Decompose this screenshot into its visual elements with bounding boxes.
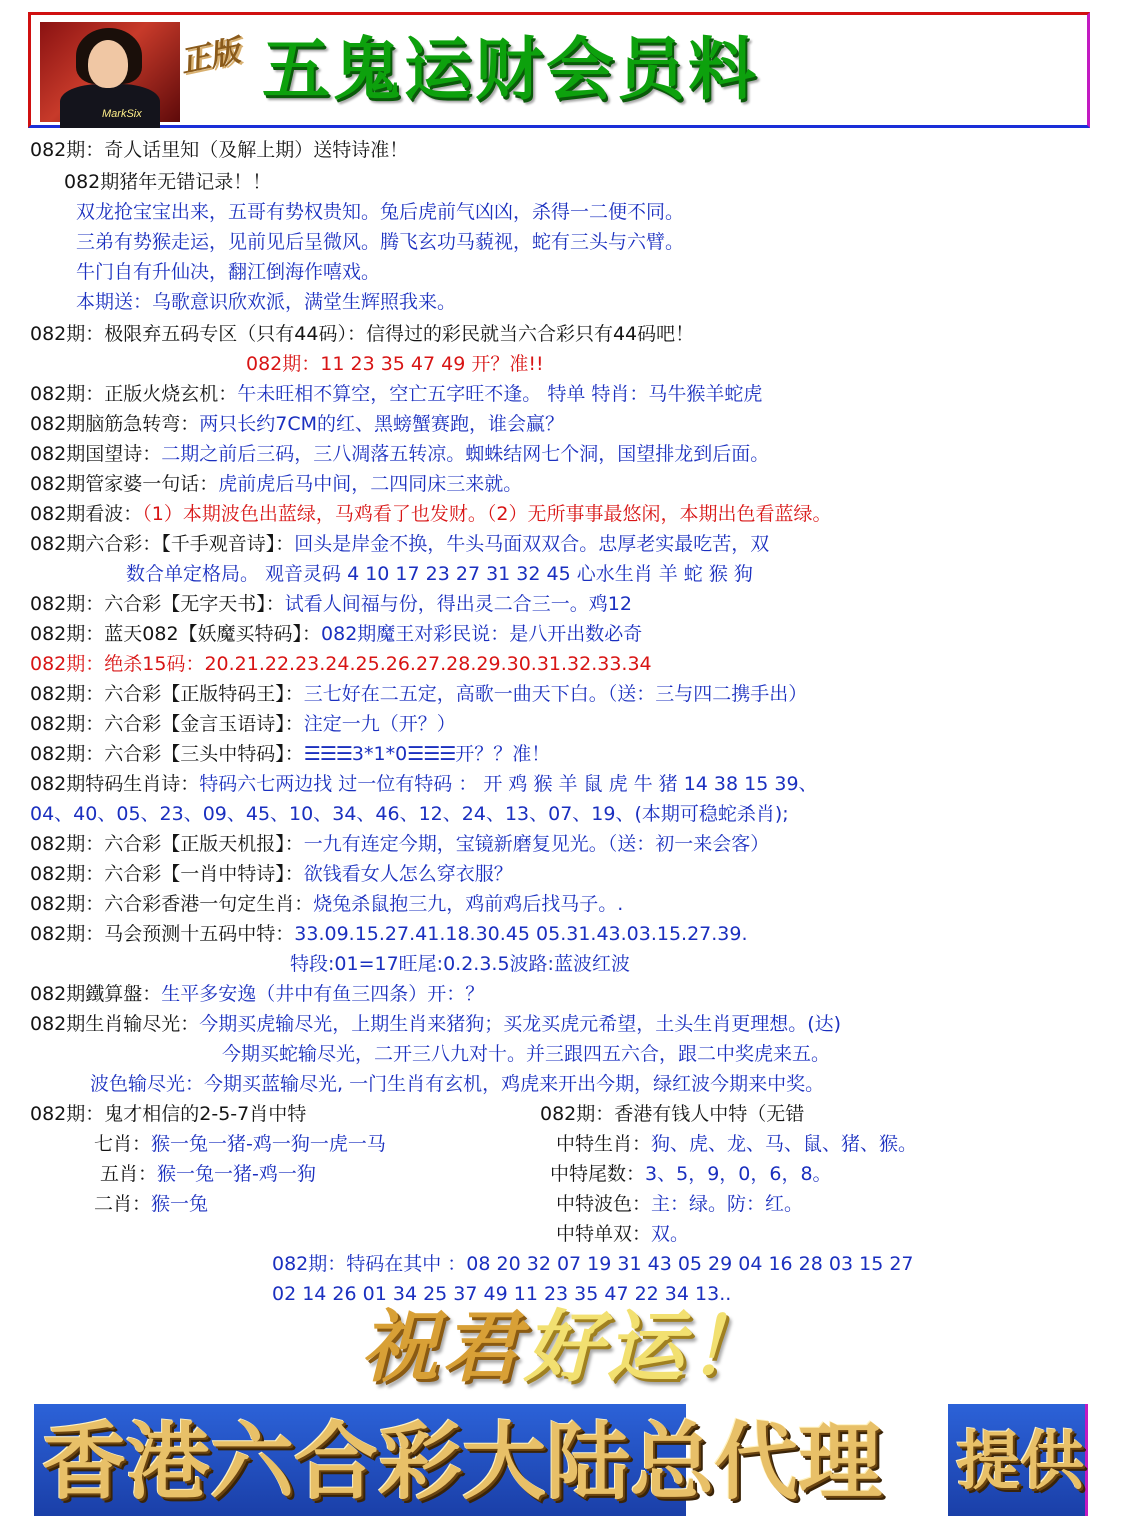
line-zodiac-lose <box>30 1012 841 1036</box>
label: 082期管家婆一句话： <box>30 473 219 495</box>
line-limit-zone: 082期：极限弃五码专区（只有44码）：信得过的彩民就当六合彩只有44码吧！ <box>30 323 695 345</box>
label: 082期国望诗： <box>30 443 162 465</box>
right-row-odd-even <box>556 1222 689 1246</box>
left-row-five <box>100 1162 316 1186</box>
host-photo <box>40 22 180 122</box>
line-record: 082期猪年无错记录！！ <box>64 171 272 193</box>
photo-face <box>88 40 128 88</box>
poem-line-3: 牛门自有升仙决，翻江倒海作嘻戏。 <box>76 261 381 283</box>
left-block-title: 082期：鬼才相信的2-5-7肖中特 <box>30 1103 307 1125</box>
photo-suit <box>60 84 160 128</box>
label: 082期：正版火烧玄机： <box>30 383 238 405</box>
line-housekeeper <box>30 472 522 496</box>
value: 主：绿。防：红。 <box>651 1193 804 1215</box>
line-demon-code <box>30 622 642 646</box>
label: 082期生肖输尽光： <box>30 1013 200 1035</box>
value: 狗、虎、龙、马、鼠、猪、猴。 <box>651 1133 918 1155</box>
left-row-two <box>94 1192 208 1216</box>
value: （1）本期波色出蓝绿，马鸡看了也发财。（2）无所事事最悠闲，本期出色看蓝绿。 <box>142 503 832 525</box>
value: 082期魔王对彩民说：是八开出数必奇 <box>321 623 643 645</box>
zhengban-stamp: 正版 <box>177 33 244 81</box>
label: 082期：六合彩【三头中特码】： <box>30 743 304 765</box>
line-brain-teaser <box>30 412 564 436</box>
value: 午未旺相不算空，空亡五字旺不逢。 特单 特肖：马牛猴羊蛇虎 <box>237 383 763 405</box>
label: 七肖： <box>94 1133 152 1155</box>
value-end: 开？？准！ <box>455 743 551 765</box>
label: 082期脑筋急转弯： <box>30 413 200 435</box>
line-fire-mystery <box>30 382 762 406</box>
footer-agent-banner <box>34 1404 883 1516</box>
value: 猴一兔一猪-鸡一狗一虎一马 <box>151 1133 386 1155</box>
label: 082期看波： <box>30 503 143 525</box>
right-row-zodiac <box>556 1132 917 1156</box>
value: 烧兔杀鼠抱三九，鸡前鸡后找马子。. <box>313 893 624 915</box>
value: 特码六七两边找 过一位有特码 ： 开 鸡 猴 羊 鼠 虎 牛 猪 14 38 15 39、 <box>199 773 818 795</box>
value: 欲钱看女人怎么穿衣服？ <box>303 863 513 885</box>
label: 082期特码生肖诗： <box>30 773 200 795</box>
line-zodiac-numbers: 04、40、05、23、09、45、10、34、46、12、24、13、07、19、(本期可稳蛇杀肖); <box>30 803 789 825</box>
poem-line-4: 本期送：乌歌意识欣欢派，满堂生辉照我来。 <box>76 291 457 313</box>
line-wordless-book <box>30 592 632 616</box>
line-code-king <box>30 682 807 706</box>
value: 一九有连定今期，宝镜新磨复见光。（送：初一来会客） <box>303 833 770 855</box>
line-hk-one-phrase <box>30 892 623 916</box>
bars-left: ☰☰☰ <box>303 743 352 765</box>
label: 中特生肖： <box>556 1133 652 1155</box>
label: 二肖： <box>94 1193 152 1215</box>
line-kill-15: 082期：绝杀15码：20.21.22.23.24.25.26.27.28.29.30.31.32.33.34 <box>30 653 652 675</box>
line-wave-lose: 波色输尽光：今期买蓝输尽光, 一门生肖有玄机，鸡虎来开出今期，绿红波今期来中奖。 <box>90 1073 825 1095</box>
line-guowang-poem <box>30 442 769 466</box>
left-row-seven <box>94 1132 386 1156</box>
poem-line-1: 双龙抢宝宝出来，五哥有势权贵知。兔后虎前气凶凶，杀得一二便不同。 <box>76 201 685 223</box>
right-row-tail <box>550 1162 832 1186</box>
line-iron-abacus <box>30 982 484 1006</box>
special-numbers-line-1: 082期：特码在其中 ：08 20 32 07 19 31 43 05 29 04 16 28 03 15 27 <box>272 1253 914 1275</box>
value: 两只长约7CM的红、黑螃蟹赛跑，谁会赢？ <box>199 413 565 435</box>
label: 082期：六合彩【金言玉语诗】： <box>30 713 304 735</box>
label: 082期：六合彩【一肖中特诗】： <box>30 863 304 885</box>
label: 082期鐵算盤： <box>30 983 162 1005</box>
line-wave-look <box>30 502 831 526</box>
footer-agent-text: 香港六合彩大陆总代理 <box>42 1412 883 1511</box>
label: 082期六合彩：【千手观音诗】： <box>30 533 295 555</box>
label: 中特尾数： <box>550 1163 646 1185</box>
label: 082期：六合彩【正版特码王】： <box>30 683 304 705</box>
line-intro: 082期：奇人话里知（及解上期）送特诗准！ <box>30 139 409 161</box>
line-limit-numbers: 082期：11 23 35 47 49 开？准!! <box>246 353 544 375</box>
line-special-segment: 特段:01=17旺尾:0.2.3.5波路:蓝波红波 <box>290 953 630 975</box>
label: 中特单双： <box>556 1223 652 1245</box>
poem-line-2: 三弟有势猴走运，见前见后呈微风。腾飞玄功马藐视，蛇有三头与六臂。 <box>76 231 685 253</box>
label: 082期：六合彩香港一句定生肖： <box>30 893 314 915</box>
label: 082期：六合彩【正版天机报】： <box>30 833 304 855</box>
line-jockey-forecast <box>30 922 748 946</box>
value: 33.09.15.27.41.18.30.45 05.31.43.03.15.27.39. <box>294 923 748 945</box>
line-guanyin-numbers: 数合单定格局。 观音灵码 4 10 17 23 27 31 32 45 心水生肖 羊 蛇 猴 狗 <box>126 563 753 585</box>
value: 注定一九（开？） <box>303 713 456 735</box>
value: 二期之前后三码，三八凋落五转凉。蜘蛛结网七个洞，国望排龙到后面。 <box>161 443 770 465</box>
value: 生平多安逸（井中有鱼三四条）开：？ <box>161 983 485 1005</box>
greeting-part-2: 好运！ <box>524 1302 771 1393</box>
value: 3、5，9，0，6，8。 <box>645 1163 832 1185</box>
label: 082期：马会预测十五码中特： <box>30 923 295 945</box>
line-three-heads <box>30 742 550 766</box>
value: 双。 <box>651 1223 690 1245</box>
right-block-title: 082期：香港有钱人中特（无错 <box>540 1103 805 1125</box>
line-zodiac-lose-2: 今期买蛇输尽光，二开三八九对十。并三跟四五六合，跟二中奖虎来五。 <box>222 1043 831 1065</box>
line-zodiac-poem <box>30 772 818 796</box>
value: 三七好在二五定，高歌一曲天下白。（送：三与四二携手出） <box>303 683 808 705</box>
value: 虎前虎后马中间，二四同床三来就。 <box>218 473 523 495</box>
footer-provide-text: 提供 <box>956 1424 1084 1499</box>
special-numbers-line-2: 02 14 26 01 34 25 37 49 11 23 35 47 22 34 13.. <box>272 1283 732 1305</box>
value: 回头是岸金不换，牛头马面双双合。忠厚老实最吃苦，双 <box>294 533 770 555</box>
label: 中特波色： <box>556 1193 652 1215</box>
value: 猴一兔 <box>151 1193 209 1215</box>
page-title: 五鬼运财会员料 <box>262 31 760 110</box>
value: 今期买虎输尽光，上期生肖来猪狗；买龙买虎元希望，土头生肖更理想。(达) <box>199 1013 842 1035</box>
label: 082期：蓝天082【妖魔买特码】： <box>30 623 322 645</box>
right-row-wave <box>556 1192 803 1216</box>
value: 猴一兔一猪-鸡一狗 <box>157 1163 316 1185</box>
value: 3*1*0 <box>351 743 408 765</box>
line-one-zodiac <box>30 862 513 886</box>
line-golden-words <box>30 712 456 736</box>
bars-right: ☰☰☰ <box>407 743 456 765</box>
line-guanyin-poem <box>30 532 769 556</box>
greeting-part-1: 祝君 <box>360 1302 525 1393</box>
label: 082期：六合彩【无字天书】： <box>30 593 285 615</box>
label: 五肖： <box>100 1163 158 1185</box>
value: 试看人间福与份，得出灵二合三一。鸡12 <box>284 593 632 615</box>
good-luck-greeting <box>360 1298 771 1398</box>
footer-provide-banner <box>948 1404 1088 1516</box>
photo-watermark: MarkSix <box>102 108 142 120</box>
line-oracle-report <box>30 832 769 856</box>
